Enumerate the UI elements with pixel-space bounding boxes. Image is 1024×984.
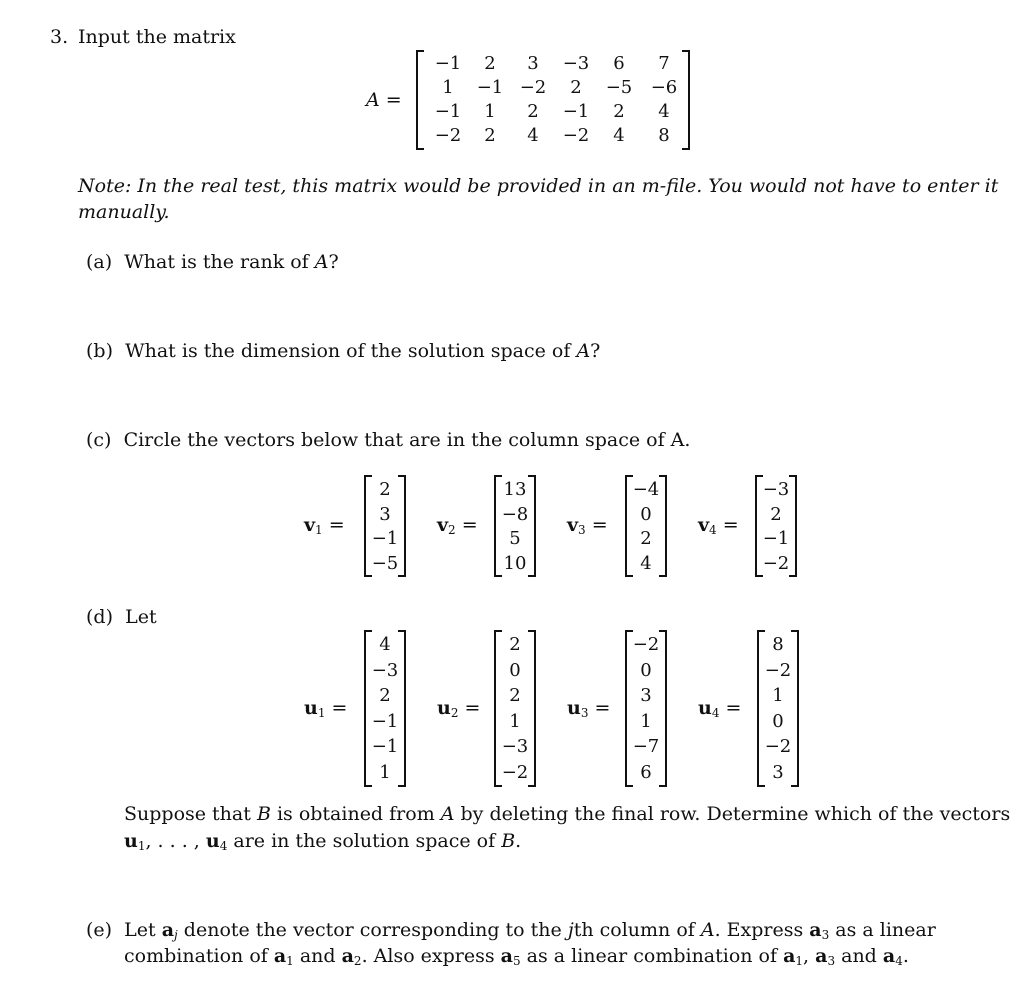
vectors_v-vector-3 xyxy=(625,475,667,577)
vectors_v-vector-entry: −1 xyxy=(762,528,790,549)
matrix-a-entry: 2 xyxy=(484,53,496,74)
matrix-a-entry: −1 xyxy=(434,53,462,74)
vectors_u-vector-entry: −2 xyxy=(764,736,792,757)
matrix-a-entry: −2 xyxy=(434,125,462,146)
vectors_u-vector-entry: −2 xyxy=(632,634,660,655)
vectors_u-vector-entry: 1 xyxy=(509,710,521,732)
vectors_u-vector-entry: −3 xyxy=(371,659,399,681)
vectors_v-vector-1 xyxy=(364,475,406,577)
vectors_v-vector-entry: 4 xyxy=(640,552,652,574)
matrix-a-entry: 2 xyxy=(570,77,582,98)
matrix-a-entry: 6 xyxy=(613,53,625,74)
vectors_v-vector-label: $v_3$ = xyxy=(567,514,608,537)
matrix-a-entry: 1 xyxy=(484,101,496,122)
matrix-a-entry: 4 xyxy=(527,125,539,146)
vectors_u-vector-entry: −2 xyxy=(501,761,529,783)
vectors_u-vector-3 xyxy=(625,630,667,787)
vectors_v-vector-entry: −8 xyxy=(501,503,529,525)
matrix-a-entry: −2 xyxy=(562,125,590,146)
matrix-a-entry: −1 xyxy=(476,77,504,98)
part-b-label: (b) xyxy=(86,340,113,362)
vectors_u-vector-2 xyxy=(494,630,536,787)
vectors_v-vector-entry: −1 xyxy=(371,528,399,549)
vectors_v-vector-entry: 5 xyxy=(509,528,521,549)
part-a-label: (a) xyxy=(86,251,113,273)
vectors_u-vector-entry: 1 xyxy=(772,685,784,706)
matrix-a-entry: 2 xyxy=(484,125,496,146)
vectors_u-vector-entry: 8 xyxy=(772,634,784,655)
matrix-a-entry: 2 xyxy=(527,101,539,122)
vectors_u-vector-entry: 1 xyxy=(640,710,652,732)
vectors_u-vector-entry: −3 xyxy=(501,736,529,757)
vectors_u-vector-entry: 3 xyxy=(772,761,784,783)
part-c: (c) Circle the vectors below that are in the column space of A. xyxy=(86,429,691,451)
vectors_v-vector-entry: 2 xyxy=(770,503,782,525)
vectors_v-vector-entry: 13 xyxy=(503,479,527,500)
matrix-a-entry: −6 xyxy=(650,77,678,98)
vectors_u-vector-entry: 0 xyxy=(640,659,652,681)
vectors_v-vector-entry: 3 xyxy=(379,503,391,525)
part-c-label: (c) xyxy=(86,429,112,451)
vectors_v-vector-label: $v_2$ = xyxy=(437,514,478,537)
matrix-a xyxy=(416,50,690,150)
vectors_u-vector-label: $u_1$ = xyxy=(304,696,348,720)
vectors_v-vector-label: $v_4$ = xyxy=(698,514,739,537)
matrix-a-label: A = xyxy=(366,89,402,111)
part-b: (b) What is the dimension of the solution space of A? xyxy=(86,340,601,362)
matrix-a-entry: −1 xyxy=(434,101,462,122)
vectors_v-vector-4 xyxy=(755,475,797,577)
vectors_u-vector-entry: 0 xyxy=(509,659,521,681)
vectors_v-vector-entry: 2 xyxy=(640,528,652,549)
vectors_u-vector-4 xyxy=(757,630,799,787)
vectors_u-vector-entry: −1 xyxy=(371,710,399,732)
vectors_u-vector-label: $u_4$ = xyxy=(698,696,742,720)
vectors_u-vector-entry: 0 xyxy=(772,710,784,732)
vectors_v-vector-entry: −2 xyxy=(762,552,790,574)
vectors_u-vector-entry: 3 xyxy=(640,685,652,706)
vectors_v-vector-2 xyxy=(494,475,536,577)
vectors_v-vector-entry: −5 xyxy=(371,552,399,574)
vectors_u-vector-entry: 2 xyxy=(509,685,521,706)
matrix-a-entry: −1 xyxy=(562,101,590,122)
vectors_u-vector-label: $u_3$ = xyxy=(567,696,611,720)
matrix-a-entry: 1 xyxy=(442,77,454,98)
vectors_u-vector-entry: 1 xyxy=(379,761,391,783)
matrix-a-entry: 2 xyxy=(613,101,625,122)
matrix-a-entry: 4 xyxy=(613,125,625,146)
matrix-a-entry: 3 xyxy=(527,53,539,74)
part-e-line-1: (e) Let $a_j$ denote the vector corresponding to the jth column of A. Express $a_3$ as a linear xyxy=(86,919,936,942)
vectors_u-vector-entry: 4 xyxy=(379,634,391,655)
matrix-a-entry: 8 xyxy=(658,125,670,146)
part-d-paragraph-line-1: Suppose that B is obtained from A by deleting the final row. Determine which of the vectors xyxy=(124,803,1011,825)
vectors_v-vector-entry: −4 xyxy=(632,479,660,500)
part-e-line-2: combination of $a_1$ and $a_2$. Also express $a_5$ as a linear combination of $a_1$, $a_3$ and $a_4$. xyxy=(124,945,909,968)
part-d: (d) Let xyxy=(86,606,157,628)
vectors_u-vector-entry: −7 xyxy=(632,736,660,757)
vectors_v-vector-entry: 10 xyxy=(503,552,527,574)
vectors_u-vector-entry: 6 xyxy=(640,761,652,783)
matrix-a-entry: −5 xyxy=(605,77,633,98)
vectors_u-vector-entry: −2 xyxy=(764,659,792,681)
note-line-2: manually. xyxy=(78,201,170,223)
problem-intro: Input the matrix xyxy=(78,26,236,48)
vectors_v-vector-entry: 2 xyxy=(379,479,391,500)
part-d-label: (d) xyxy=(86,606,113,628)
part-e-label: (e) xyxy=(86,919,113,941)
vectors_u-vector-label: $u_2$ = xyxy=(437,696,481,720)
matrix-a-entry: 7 xyxy=(658,53,670,74)
matrix-a-entry: −2 xyxy=(519,77,547,98)
vectors_v-vector-entry: 0 xyxy=(640,503,652,525)
matrix-a-entry: −3 xyxy=(562,53,590,74)
vectors_v-vector-entry: −3 xyxy=(762,479,790,500)
vectors_u-vector-entry: 2 xyxy=(379,685,391,706)
note-line-1: Note: In the real test, this matrix would be provided in an m-file. You would not have to enter it xyxy=(78,175,999,197)
vectors_u-vector-entry: 2 xyxy=(509,634,521,655)
vectors_u-vector-entry: −1 xyxy=(371,736,399,757)
problem-number: 3. xyxy=(50,26,69,48)
part-d-paragraph-line-2: $u_1$, . . . , $u_4$ are in the solution space of B. xyxy=(124,830,522,853)
vectors_u-vector-1 xyxy=(364,630,406,787)
vectors_v-vector-label: $v_1$ = xyxy=(304,514,345,537)
part-a: (a) What is the rank of A? xyxy=(86,251,339,273)
matrix-a-entry: 4 xyxy=(658,101,670,122)
